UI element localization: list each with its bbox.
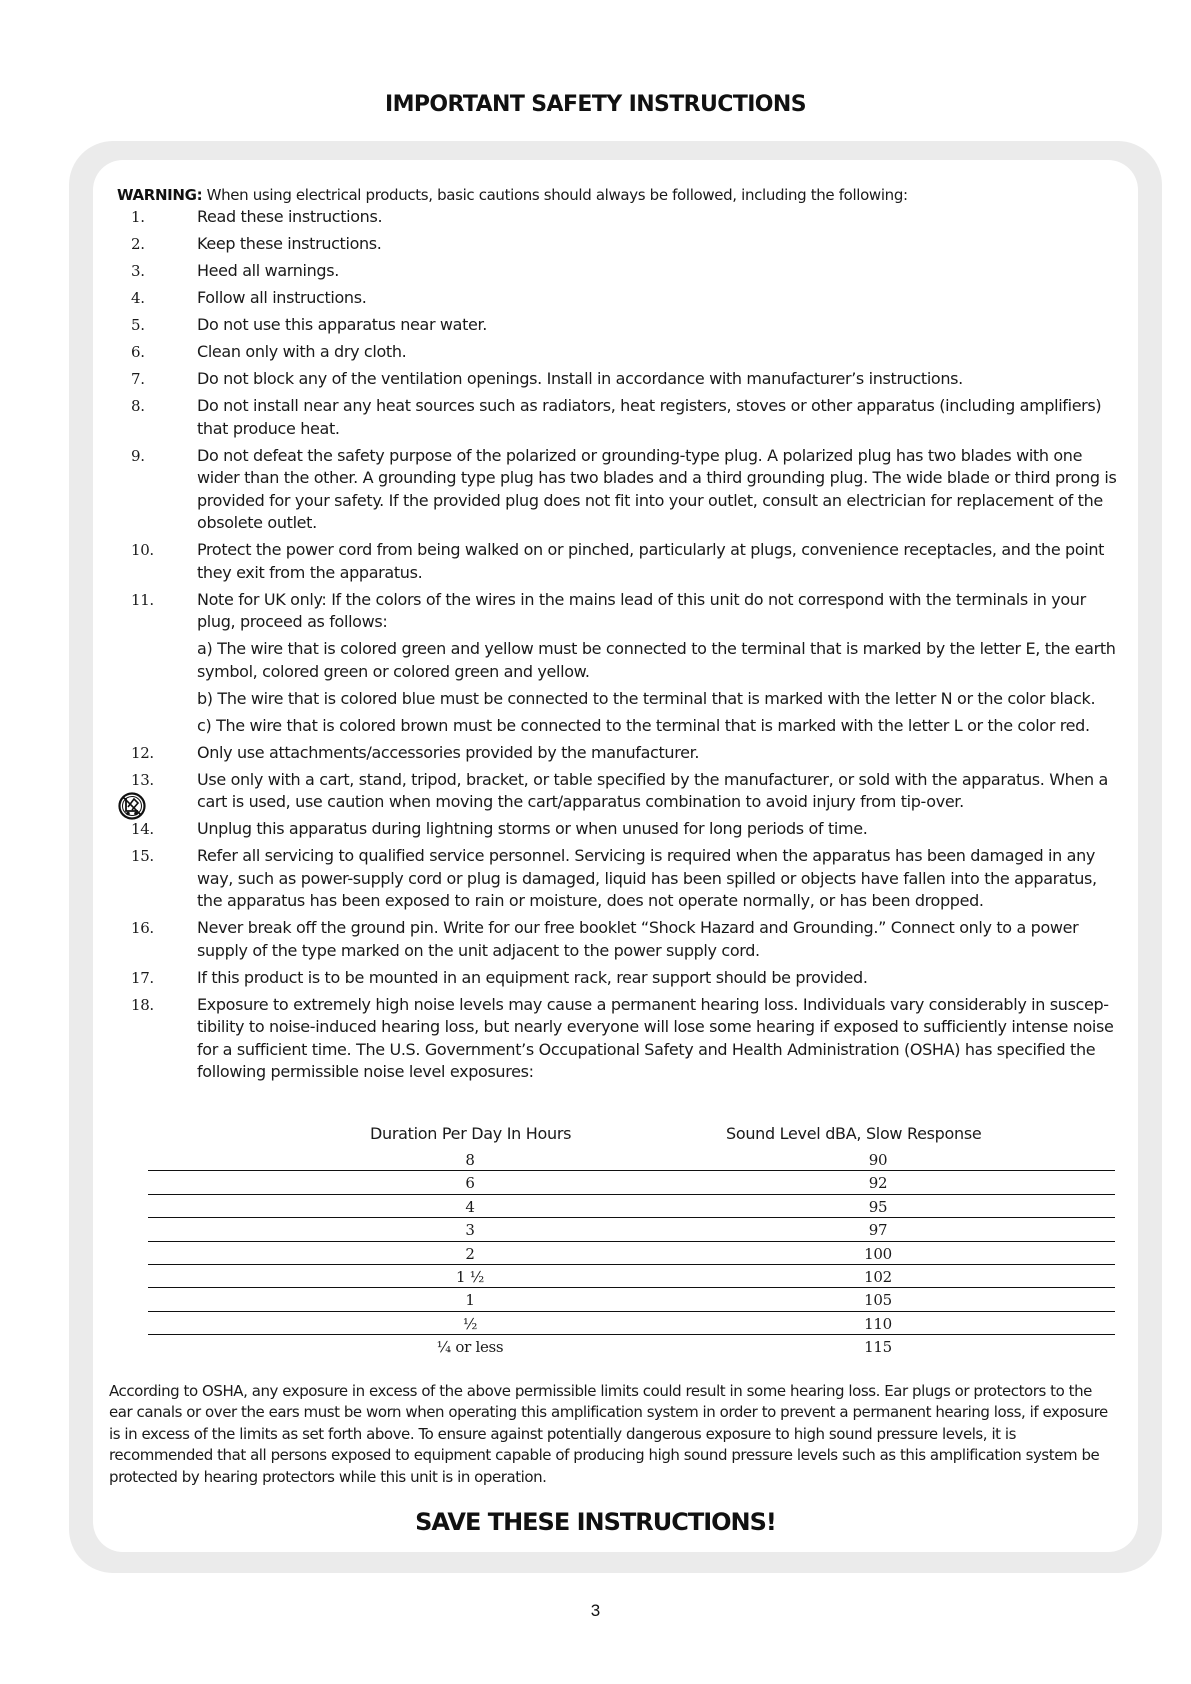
item-number: 10. <box>131 541 154 559</box>
list-item <box>117 445 1117 535</box>
item-number: 1. <box>131 208 145 226</box>
item-number: 13. <box>131 770 154 789</box>
list-item <box>117 845 1117 913</box>
list-item <box>117 742 1117 765</box>
table-row <box>148 1171 1115 1194</box>
table-row <box>148 1265 1115 1288</box>
page-title: IMPORTANT SAFETY INSTRUCTIONS <box>385 92 806 117</box>
list-item <box>117 233 1117 256</box>
duration-cell: 1 <box>465 1291 475 1310</box>
item-text: Do not block any of the ventilation openings. Install in accordance with manufacturer’s instructions. <box>197 369 963 388</box>
item-text: Unplug this apparatus during lightning storms or when unused for long periods of time. <box>197 819 868 838</box>
list-item <box>117 314 1117 337</box>
item-text: Refer all servicing to qualified service personnel. Servicing is required when the apparatus has been damaged in any way, such as power-supply cord or plug is damaged, liquid has been spilled or objects have fallen into the apparatus, the apparatus has been exposed to rain or moisture, does not operate normally, or has been dropped. <box>197 846 1097 910</box>
uk-note-a: a) The wire that is colored green and yellow must be connected to the terminal that is marked by the letter E, the earth symbol, colored green or colored green and yellow. <box>197 639 1116 681</box>
item-number: 2. <box>131 235 145 253</box>
noise-exposure-table <box>148 1124 1115 1359</box>
table-row <box>148 1288 1115 1311</box>
list-item <box>117 368 1117 391</box>
level-cell: 110 <box>864 1314 892 1333</box>
list-item <box>117 818 1117 841</box>
list-item <box>117 917 1117 962</box>
item-number: 15. <box>131 847 154 865</box>
warning-label: WARNING: <box>117 186 203 204</box>
instructions-list <box>117 206 1117 1088</box>
item-text: Never break off the ground pin. Write for our free booklet “Shock Hazard and Grounding.” Connect only to a power supply of the type marked on the unit adjacent to the power supply cord. <box>197 918 1079 960</box>
item-text: Exposure to extremely high noise levels may cause a permanent hearing loss. Individuals vary considerably in suscep-tibility to noise-induced hearing loss, but nearly everyone will lose some hearing if exposed to sufficiently intense noise for a sufficient time. The U.S. Government’s Occupational Safety and Health Administration (OSHA) has specified the following permissible noise level exposures: <box>197 994 1114 1081</box>
level-cell: 92 <box>868 1174 888 1193</box>
item-text: Note for UK only: If the colors of the wires in the mains lead of this unit do not correspond with the terminals in your plug, proceed as follows: <box>197 589 1086 631</box>
duration-cell: 1 ½ <box>456 1267 484 1286</box>
item-number: 18. <box>131 995 154 1014</box>
header-duration: Duration Per Day In Hours <box>370 1124 572 1143</box>
duration-cell: 6 <box>465 1174 475 1193</box>
uk-note-c: c) The wire that is colored brown must be connected to the terminal that is marked with the letter L or the color red. <box>197 715 1090 735</box>
table-row <box>148 1335 1115 1358</box>
list-item <box>117 769 1117 814</box>
level-cell: 105 <box>864 1291 892 1310</box>
duration-cell: 2 <box>465 1244 475 1263</box>
level-cell: 100 <box>864 1244 892 1263</box>
item-number: 12. <box>131 743 154 762</box>
page-number: 3 <box>590 1601 601 1620</box>
item-number: 14. <box>131 820 154 838</box>
item-text: If this product is to be mounted in an equipment rack, rear support should be provided. <box>197 967 868 987</box>
warning-text: When using electrical products, basic cautions should always be followed, including the following: <box>202 186 908 204</box>
duration-cell: ¼ or less <box>436 1338 504 1357</box>
list-item <box>117 589 1117 634</box>
list-item <box>117 287 1117 310</box>
uk-note-b: b) The wire that is colored blue must be connected to the terminal that is marked with the letter N or the color black. <box>197 688 1096 708</box>
item-text: Only use attachments/accessories provided by the manufacturer. <box>197 742 700 762</box>
item-number: 17. <box>131 968 154 987</box>
item-text: Do not install near any heat sources such as radiators, heat registers, stoves or other apparatus (including amplifiers) that produce heat. <box>197 396 1102 438</box>
item-number: 11. <box>131 590 154 609</box>
item-text: Heed all warnings. <box>197 261 339 280</box>
item-text: Keep these instructions. <box>197 234 382 253</box>
level-cell: 102 <box>864 1267 892 1286</box>
duration-cell: 4 <box>465 1197 475 1216</box>
header-sound-level: Sound Level dBA, Slow Response <box>726 1124 982 1143</box>
item-number: 5. <box>131 316 145 334</box>
table-row <box>148 1148 1115 1171</box>
cart-tip-over-warning-icon <box>117 791 147 821</box>
level-cell: 90 <box>868 1151 888 1169</box>
duration-cell: ½ <box>462 1314 478 1333</box>
list-item <box>117 395 1117 440</box>
table-row <box>148 1195 1115 1218</box>
list-item <box>117 341 1117 364</box>
list-item <box>117 967 1117 990</box>
item-text: Read these instructions. <box>197 207 383 226</box>
list-item <box>117 260 1117 283</box>
table-row <box>148 1312 1115 1335</box>
duration-cell: 8 <box>465 1151 475 1169</box>
item-number: 3. <box>131 262 145 280</box>
osha-note-paragraph: According to OSHA, any exposure in excess of the above permissible limits could result in some hearing loss. Ear plugs or protectors to the ear canals or over the ears must be worn when operating this amplification system in order to prevent a permanent hearing loss, if exposure is in excess of the limits as set forth above. To ensure against potentially dangerous exposure to high sound pressure levels, it is recommended that all persons exposed to equipment capable of producing high sound pressure levels such as this amplification system be protected by hearing protectors while this unit is in operation. <box>109 1382 1108 1486</box>
item-text: Do not defeat the safety purpose of the polarized or grounding-type plug. A polarized plug has two blades with one wider than the other. A grounding type plug has two blades and a third grounding plug. The wide blade or third prong is provided for your safety. If the provided plug does not fit into your outlet, consult an electrician for replacement of the obsolete outlet. <box>197 445 1117 532</box>
item-number: 6. <box>131 343 145 361</box>
list-item <box>117 206 1117 229</box>
table-row <box>148 1242 1115 1265</box>
duration-cell: 3 <box>465 1221 475 1240</box>
level-cell: 115 <box>864 1338 892 1357</box>
item-number: 16. <box>131 919 154 937</box>
item-number: 7. <box>131 370 145 388</box>
list-item <box>117 994 1117 1084</box>
item-text: Do not use this apparatus near water. <box>197 315 488 334</box>
item-text: Clean only with a dry cloth. <box>197 342 407 361</box>
item-number: 4. <box>131 289 145 307</box>
item-text: Follow all instructions. <box>197 288 367 307</box>
table-header <box>148 1124 1115 1148</box>
save-instructions-heading: SAVE THESE INSTRUCTIONS! <box>415 1508 776 1536</box>
list-item <box>117 539 1117 584</box>
level-cell: 95 <box>868 1197 888 1216</box>
item-number: 8. <box>131 397 145 415</box>
item-number: 9. <box>131 446 145 465</box>
item-text: Protect the power cord from being walked on or pinched, particularly at plugs, convenience receptacles, and the point they exit from the apparatus. <box>197 540 1105 582</box>
table-row <box>148 1218 1115 1241</box>
item-text: Use only with a cart, stand, tripod, bracket, or table specified by the manufacturer, or sold with the apparatus. When a cart is used, use caution when moving the cart/apparatus combination to avoid injury from tip-over. <box>197 769 1108 811</box>
level-cell: 97 <box>868 1221 888 1240</box>
warning-line <box>117 186 1117 204</box>
